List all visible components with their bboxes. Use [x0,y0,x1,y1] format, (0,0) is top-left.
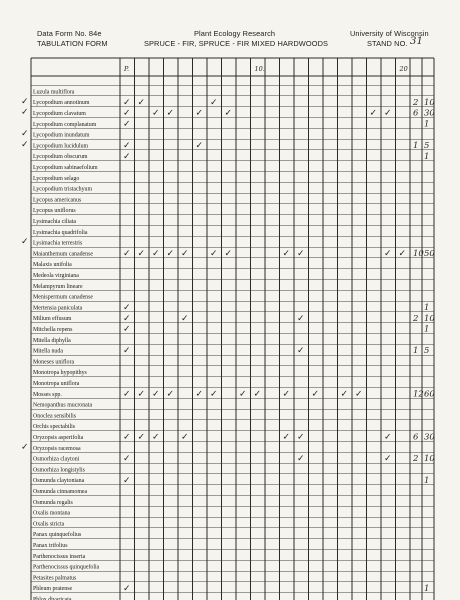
species-name: Lysimachia terrestris [33,240,83,247]
species-name: Oryzopsis racemosa [33,445,81,452]
percent-value: 10 [424,454,435,465]
check-mark-icon: ✓ [210,249,218,259]
species-name: Lysimachia quadrifolia [33,229,88,236]
species-row [33,219,76,225]
species-name: Osmunda regalis [33,499,73,506]
check-mark-icon: ✓ [210,389,218,400]
check-mark-icon: ✓ [282,249,291,259]
check-mark-icon: ✓ [224,108,233,119]
species-name: Mitella nuda [33,348,63,355]
frequency-value: 6 [413,108,419,119]
species-name: Lycopodium sabinaefolium [33,165,98,171]
species-name: Osmorhiza claytoni [33,456,80,463]
species-row [33,380,80,387]
species-name: Lycopodium clavatum [33,111,86,117]
institution: University of Wisconsin [350,29,429,38]
forest-type: SPRUCE - FIR, SPRUCE - FIR MIXED HARDWOODS [144,39,329,48]
species-row [33,284,83,290]
species-row [33,542,68,549]
check-mark-icon: ✓ [152,389,160,400]
species-row [33,303,429,313]
species-row [33,489,88,495]
species-name: Lycopus uniflorus [33,208,76,215]
percent-value: 10 [424,313,435,324]
species-row [33,88,75,95]
species-row [33,295,93,301]
check-mark-icon: ✓ [152,108,160,119]
species-row [33,554,86,560]
frequency-value: 10 [413,249,424,259]
species-name: Petasites palmatus [33,575,77,582]
margin-tick-icon: ✓ [21,237,29,248]
species-name: Monotropa hypopithys [33,370,87,377]
check-mark-icon: ✓ [253,389,262,400]
species-row [33,564,100,571]
frequency-value: 6 [413,432,419,443]
species-row [33,187,92,193]
check-mark-icon: ✓ [384,249,392,259]
check-mark-icon: ✓ [123,97,131,108]
check-mark-icon: ✓ [123,141,131,151]
species-name: Oryzopsis asperifolia [33,435,84,441]
species-name: Lycopodium tristachyum [33,186,93,193]
species-row [33,207,76,214]
species-name: Osmunda claytoniana [33,478,85,485]
species-row [33,424,76,430]
check-mark-icon: ✓ [123,454,131,465]
species-row [33,176,79,182]
check-mark-icon: ✓ [123,151,131,162]
species-name: Lycopodium selago [33,175,80,182]
check-mark-icon: ✓ [123,346,131,357]
column-mark: 10. [254,65,265,73]
species-name: Panax quinquefolius [33,532,82,539]
frequency-value: 2 [413,313,419,324]
species-name: Lycopodium annotinum [33,100,90,107]
species-row [33,119,429,129]
check-mark-icon: ✓ [384,432,392,443]
check-mark-icon: ✓ [123,249,131,259]
species-name: Osmorhiza longistylis [33,467,85,474]
check-mark-icon: ✓ [166,108,175,119]
species-name: Osmunda cinnamomea [33,489,88,495]
species-name: Oxalis montana [33,510,71,517]
species-row [33,575,77,581]
margin-tick-icon: ✓ [21,129,29,140]
species-row [33,433,435,443]
species-row [33,338,71,344]
species-name: Malaxis unifolia [33,262,72,269]
species-row [33,521,65,527]
percent-value: 5 [424,346,430,357]
frequency-value: 12 [413,389,424,400]
stand-label: STAND NO. [367,39,408,48]
margin-tick-icon: ✓ [21,442,29,453]
species-name: Orchis spectabilis [33,424,76,431]
check-mark-icon: ✓ [123,432,131,443]
check-mark-icon: ✓ [123,313,131,324]
species-row [33,346,429,356]
check-mark-icon: ✓ [123,389,131,400]
check-mark-icon: ✓ [210,97,218,108]
check-mark-icon: ✓ [282,432,291,443]
check-mark-icon: ✓ [123,475,131,486]
check-mark-icon: ✓ [195,141,204,151]
species-row [33,314,435,324]
species-row [33,109,435,119]
species-row [33,500,73,506]
check-mark-icon: ✓ [181,432,189,443]
margin-tick-icon: ✓ [21,96,29,107]
species-row [33,273,79,279]
percent-value: 1 [424,583,430,594]
frequency-value: 1 [413,141,419,151]
species-row [33,358,74,365]
species-name: Luzula multiflora [33,89,75,96]
species-row [33,446,81,452]
species-name: Parthenocissus inserta [33,553,86,560]
check-mark-icon: ✓ [297,249,305,259]
check-mark-icon: ✓ [369,108,378,119]
species-row [33,370,88,376]
percent-value: 1 [424,151,430,162]
column-mark: P. [124,65,130,73]
species-row [33,197,82,203]
percent-value: 1 [424,475,430,486]
species-row [33,511,71,517]
species-row [33,261,72,268]
frequency-value: 2 [413,97,419,108]
check-mark-icon: ✓ [398,249,407,259]
species-name: Panax trifolius [33,543,68,549]
check-mark-icon: ✓ [123,583,131,594]
margin-tick-icon: ✓ [21,140,29,150]
percent-value: 10 [424,97,435,108]
species-name: Mertensia paniculata [33,305,83,312]
species-row [33,241,83,247]
species-name: Lycopus americanus [33,197,82,204]
check-mark-icon: ✓ [166,389,175,400]
species-row [33,413,77,419]
check-mark-icon: ✓ [297,432,305,443]
check-mark-icon: ✓ [137,249,146,259]
percent-value: 1 [424,303,430,313]
margin-tick-icon: ✓ [21,107,29,118]
species-row [33,229,88,236]
check-mark-icon: ✓ [166,249,175,259]
species-name: Monotropa uniflora [33,381,80,387]
species-name: Nemopanthus mucronata [33,402,93,409]
species-row [33,133,90,139]
species-row [33,164,98,171]
species-name: Maianthemum canadense [33,251,94,258]
species-row [33,152,429,162]
check-mark-icon: ✓ [123,108,131,119]
percent-value: 30 [424,432,435,443]
species-row [33,389,435,399]
check-mark-icon: ✓ [297,454,305,465]
check-mark-icon: ✓ [137,389,146,400]
percent-value: 1 [424,119,430,130]
stand-number: 31 [410,36,423,47]
species-row [33,584,429,594]
check-mark-icon: ✓ [311,389,320,400]
species-name: Mosses spp. [33,391,62,398]
frequency-value: 2 [413,454,419,465]
species-name: Lysimachia ciliata [33,219,77,225]
check-mark-icon: ✓ [152,249,160,259]
species-row [33,249,435,259]
percent-value: 30 [424,108,435,119]
species-name: Lycopodium lucidulum [33,143,89,150]
percent-value: 50 [424,249,435,259]
check-mark-icon: ✓ [384,454,392,465]
check-mark-icon: ✓ [181,249,189,259]
species-row [33,325,429,335]
check-mark-icon: ✓ [384,108,392,119]
frequency-value: 1 [413,346,419,357]
check-mark-icon: ✓ [123,303,131,313]
percent-value: 60 [424,389,435,400]
check-mark-icon: ✓ [137,432,146,443]
species-name: Lycopodium inundatum [33,132,90,139]
species-name: Parthenocissus quinquefolia [33,564,100,571]
species-name: Phleum pratense [33,586,73,593]
species-name: Oxalis stricta [33,521,65,528]
species-name: Milium effusum [33,316,72,323]
check-mark-icon: ✓ [123,324,131,335]
species-row [33,454,435,464]
species-row [33,476,429,486]
species-row [33,467,86,473]
species-name: Melampyrum lineare [33,283,83,290]
species-name: Lycopodium complanatum [33,121,97,128]
species-row [33,531,82,538]
species-name: Medeola virginiana [33,273,79,279]
check-mark-icon: ✓ [239,389,247,400]
check-mark-icon: ✓ [195,108,204,119]
form-number: Data Form No. 84e [37,29,102,38]
check-mark-icon: ✓ [340,389,349,400]
form-name: TABULATION FORM [37,39,108,48]
check-mark-icon: ✓ [355,389,363,400]
species-name: Moneses uniflora [33,359,75,366]
check-mark-icon: ✓ [123,119,131,130]
species-name: Mitella diphylla [33,337,71,344]
species-name: Onoclea sensibilis [33,413,77,420]
species-name: Mitchella repens [33,327,73,333]
column-mark: 20 [399,65,408,73]
check-mark-icon: ✓ [195,389,204,400]
species-row [33,98,435,108]
check-mark-icon: ✓ [224,249,233,259]
check-mark-icon: ✓ [282,389,291,400]
check-mark-icon: ✓ [137,97,146,108]
percent-value: 1 [424,324,430,335]
check-mark-icon: ✓ [152,432,160,443]
species-row [33,141,429,151]
species-name: Menispermum canadense [33,294,94,301]
species-name: Phlox divaricata [33,597,72,600]
check-mark-icon: ✓ [297,346,305,357]
organization: Plant Ecology Research [194,29,276,38]
species-row [33,403,92,409]
species-name: Lycopodium obscurum [33,154,88,161]
check-mark-icon: ✓ [181,313,189,324]
percent-value: 5 [424,141,430,151]
check-mark-icon: ✓ [297,313,305,324]
